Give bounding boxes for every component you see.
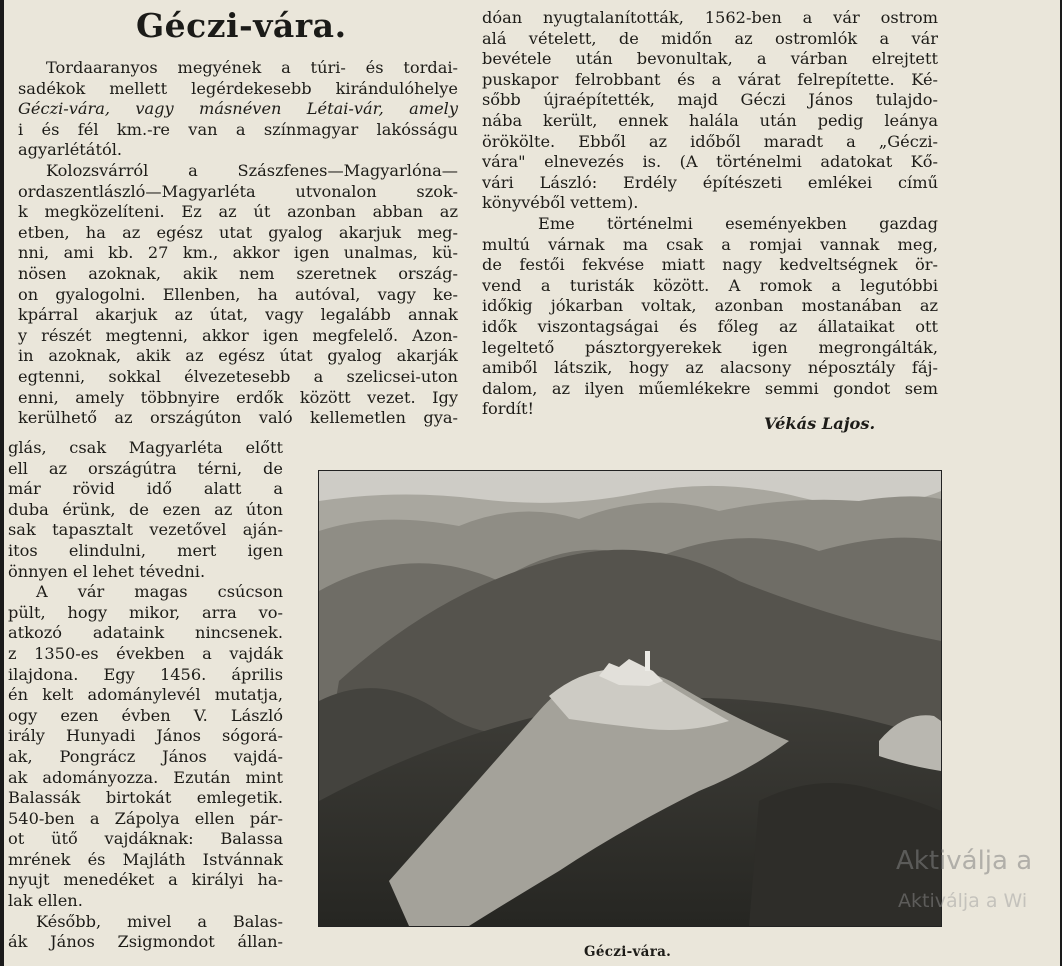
text-line: bevétele után bevonultak, a várban elrejtett [482,49,938,69]
text-line: A vár magas csúcson [36,582,283,602]
text-line: ak adományozza. Ezután mint [8,767,283,787]
activation-watermark: Aktiválja a [896,846,1033,876]
activation-watermark-secondary: Aktiválja a Wi [898,890,1028,912]
text-line: itos elindulni, mert igen [8,540,283,560]
text-line: sőbb újraépítették, majd Géczi János tulajdo- [482,90,938,110]
text-line: alá vételett, de midőn az ostromlók a vár [482,28,938,48]
text-line: önnyen el lehet tévedni. [8,561,206,581]
text-line: egtenni, sokkal élvezetesebb a szelicsei-uton [18,366,458,386]
text-line: ilajdona. Egy 1456. április [8,664,283,684]
photo-caption: Géczi-vára. [584,944,672,960]
text-line: enni, amely többnyire erdők között vezet. Igy [18,387,458,407]
text-line: kpárral akarjuk az útat, vagy legalább annak [18,305,458,325]
text-line: mrének és Majláth Istvánnak [8,849,283,869]
text-line: idők viszontagságai és főleg az állataikat ott [482,316,938,336]
text-line: Eme történelmi eseményekben gazdag [538,213,938,233]
text-line: puskapor felrobbant és a várat felrepítette. Ké- [482,69,938,89]
text-line: nyujt menedéket a királyi ha- [8,870,283,890]
text-line: etben, ha az egész utat gyalog akarjuk meg- [18,222,458,242]
text-line: nni, ami kb. 27 km., akkor igen unalmas, kü- [18,243,458,263]
right-column [482,8,938,420]
text-line: ogy ezen évben V. László [8,705,283,725]
text-line: nába került, ennek halála után pedig leánya [482,110,938,130]
text-line: Később, mivel a Balas- [36,911,283,931]
castle-photo [318,470,942,927]
text-line: én kelt adománylevél mutatja, [8,685,283,705]
text-line: vára" elnevezés is. (A történelmi adatokat Kő- [482,152,938,172]
text-line: fordít! [482,399,535,419]
text-line: pült, hogy mikor, arra vo- [8,602,283,622]
text-line: i és fél km.-re van a színmagyar lakósságu [18,119,458,139]
text-line: on gyalogolni. Ellenben, ha autóval, vagy ke- [18,284,458,304]
text-line: időkig jókarban voltak, azonban mostanában az [482,296,938,316]
text-line: 540-ben a Zápolya ellen pár- [8,808,283,828]
text-line: nösen azoknak, akik nem szeretnek ország- [18,263,458,283]
text-line: lak ellen. [8,891,83,911]
text-line: ordaszentlászló—Magyarléta utvonalon szok- [18,181,458,201]
text-line: ell az országútra térni, de [8,458,283,478]
text-line: multú várnak ma csak a romjai vannak meg, [482,234,938,254]
text-line: agyarlétától. [18,140,123,160]
text-line: atkozó adataink nincsenek. [8,623,283,643]
text-line: ot ütő vajdáknak: Balassa [8,829,283,849]
newspaper-page [4,0,1060,966]
text-line: irály Hunyadi János sógorá- [8,726,283,746]
text-line: örökölte. Ebből az időből maradt a „Géczi- [482,131,938,151]
text-line: vend a turisták között. A romok a legutóbbi [482,275,938,295]
left-column-bottom [8,438,283,953]
text-line: már rövid idő alatt a [8,479,283,499]
text-line: könyvéből vettem). [482,193,639,213]
text-line: sadékok mellett legérdekesebb kirándulóhelye [18,78,458,98]
text-line: Kolozsvárról a Szászfenes—Magyarlóna— [46,160,458,180]
text-line: de festői fekvése miatt nagy kedveltségnek ör- [482,255,938,275]
castle-ruins-photo-illustration [319,471,941,926]
text-line: y részét megtenni, akkor igen megfelelő. Azon- [18,325,458,345]
text-line: kerülhető az országúton való kellemetlen gya- [18,408,458,428]
text-line: dóan nyugtalanították, 1562-ben a vár ostrom [482,8,938,27]
article-title: Géczi-vára. [136,6,347,45]
text-line: glás, csak Magyarléta előtt [8,438,283,457]
text-line: ak, Pongrácz János vajdá- [8,746,283,766]
text-line: z 1350-es években a vajdák [8,643,283,663]
text-line: ák János Zsigmondot állan- [8,932,283,952]
text-line: sak tapasztalt vezetővel aján- [8,520,283,540]
text-line: k megközelíteni. Ez az út azonban abban az [18,202,458,222]
text-line: in azoknak, akik az egész útat gyalog akarják [18,346,458,366]
left-column-top [18,58,458,429]
text-line: legeltető pásztorgyerekek igen megrongálták, [482,337,938,357]
text-line: Tordaaranyos megyének a túri- és tordai- [46,58,458,77]
author-signature: Vékás Lajos. [764,414,876,433]
text-line: Géczi-vára, vagy másnéven Létai-vár, amely [18,99,458,119]
text-line: Balassák birtokát emlegetik. [8,788,283,808]
text-line: dalom, az ilyen műemlékekre semmi gondot sem [482,378,938,398]
text-line: vári László: Erdély építészeti emlékei című [482,172,938,192]
text-line: amiből látszik, hogy az alacsony néposztály fáj- [482,358,938,378]
text-line: duba érünk, de ezen az úton [8,499,283,519]
